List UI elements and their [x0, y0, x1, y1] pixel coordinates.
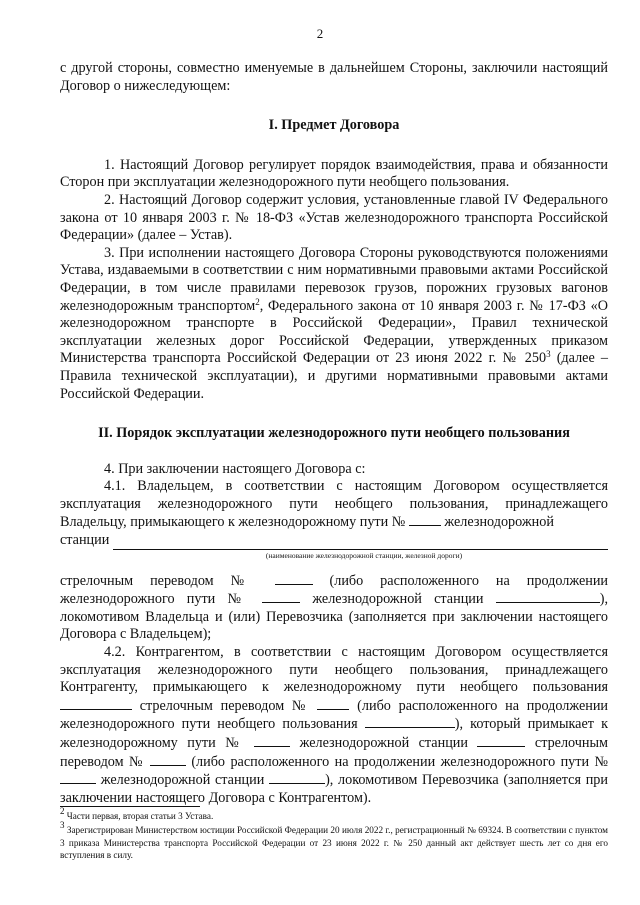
intro-paragraph: с другой стороны, совместно именуемые в дальнейшем Стороны, заключили настоящий Договор о нижеследующем: — [60, 60, 608, 94]
footnotes — [60, 806, 608, 862]
page-number: 2 — [316, 26, 324, 41]
clause-2: 2. Настоящий Договор содержит условия, установленные главой IV Федерального закона от 10 января 2003 г. № 18-ФЗ «Устав железнодорожного транспорта Российской Федерации» (далее – Устав). — [60, 191, 608, 244]
clause-1: 1. Настоящий Договор регулирует порядок взаимодействия, права и обязанности Сторон при эксплуатации железнодорожного пути необщего пользования. — [60, 156, 608, 191]
document-body — [60, 60, 608, 807]
clause-4-1-continued: стрелочным переводом № (либо расположенного на продолжении железнодорожного пути № железнодорожной станции ), локомотивом Владельца и (или) Перевозчика (заполняется при заключении настоящего Договора с Владельцем); — [60, 572, 609, 643]
section-2-heading: II. Порядок эксплуатации железнодорожного пути необщего пользования — [98, 425, 570, 442]
blank-track-number-2[interactable] — [262, 590, 300, 603]
blank-track-number[interactable] — [409, 513, 441, 526]
blank-switch-number-3[interactable] — [317, 697, 349, 710]
blank-station-3[interactable] — [477, 734, 525, 747]
station-line: станции — [60, 532, 608, 550]
section-1-heading: I. Предмет Договора — [268, 117, 400, 134]
footnote-separator — [60, 806, 200, 807]
footnote-ref-3: 3 — [546, 349, 551, 360]
footnote-3: $^3$ Зарегистрирован Министерством юстиции Российской Федерации 20 июля 2022 г., регистрационный № 69324. В соответствии с пунктом 3 приказа Министерства транспорта Российской Федерации от 23 июня 2022 г. № 250 данный акт действует шесть лет со дня его вступления в силу. — [60, 820, 608, 861]
blank-track-number-3[interactable] — [254, 734, 290, 747]
footnote-2: $^2$ Части первая, вторая статьи 3 Устава. — [60, 806, 214, 821]
blank-station-4[interactable] — [269, 771, 325, 784]
blank-station[interactable] — [496, 590, 600, 603]
clause-3: 3. При исполнении настоящего Договора Стороны руководствуются положениями Устава, издаваемыми в соответствии с ним нормативными правовыми актами Российской Федерации, в том числе правилами перевозок грузов, порожних грузовых вагонов железнодорожным транспортом$^2$, Федерального закона от 10 января 2003 г. № 17-ФЗ «О железнодорожном транспорте в Российской Федерации», Правил технической эксплуатации железных дорог Российской Федерации, утвержденных приказом Министерства транспорта Российской Федерации от 23 июня 2022 г. № $250^3$ (далее – Правила технической эксплуатации), и другими нормативными правовыми актами Российской Федерации. — [60, 244, 608, 402]
blank-switch-number[interactable] — [275, 572, 313, 585]
blank-nonpublic-track-2[interactable] — [365, 715, 455, 728]
clause-4: 4. При заключении настоящего Договора с: — [104, 460, 366, 477]
blank-track-number-4[interactable] — [60, 771, 96, 784]
station-field-caption: (наименование железнодорожной станции, железной дороги) — [265, 550, 463, 560]
footnote-ref-2: 2 — [255, 296, 260, 307]
blank-switch-number-4[interactable] — [150, 753, 186, 766]
clause-4-2: 4.2. Контрагентом, в соответствии с настоящим Договором осуществляется эксплуатация железнодорожного пути необщего пользования, принадлежащего Контрагенту, примыкающего к железнодорожному пути необщего пользования стрелочным переводом № (либо расположенного на продолжении железнодорожного пути необщего пользования ), который примыкает к железнодорожному пути № железнодорожной станции стрелочным переводом № (либо расположенного на продолжении железнодорожного пути № железнодорожной станции ), локомотивом Перевозчика (заполняется при заключении настоящего Договора с Контрагентом). — [60, 644, 609, 806]
clause-4-1: 4.1. Владельцем, в соответствии с настоящим Договором осуществляется эксплуатация железнодорожного пути необщего пользования, принадлежащего Владельцу, примыкающего к железнодорожному пути № железнодорожной — [60, 478, 608, 531]
blank-nonpublic-track[interactable] — [60, 697, 132, 710]
blank-station-name[interactable] — [113, 536, 608, 550]
